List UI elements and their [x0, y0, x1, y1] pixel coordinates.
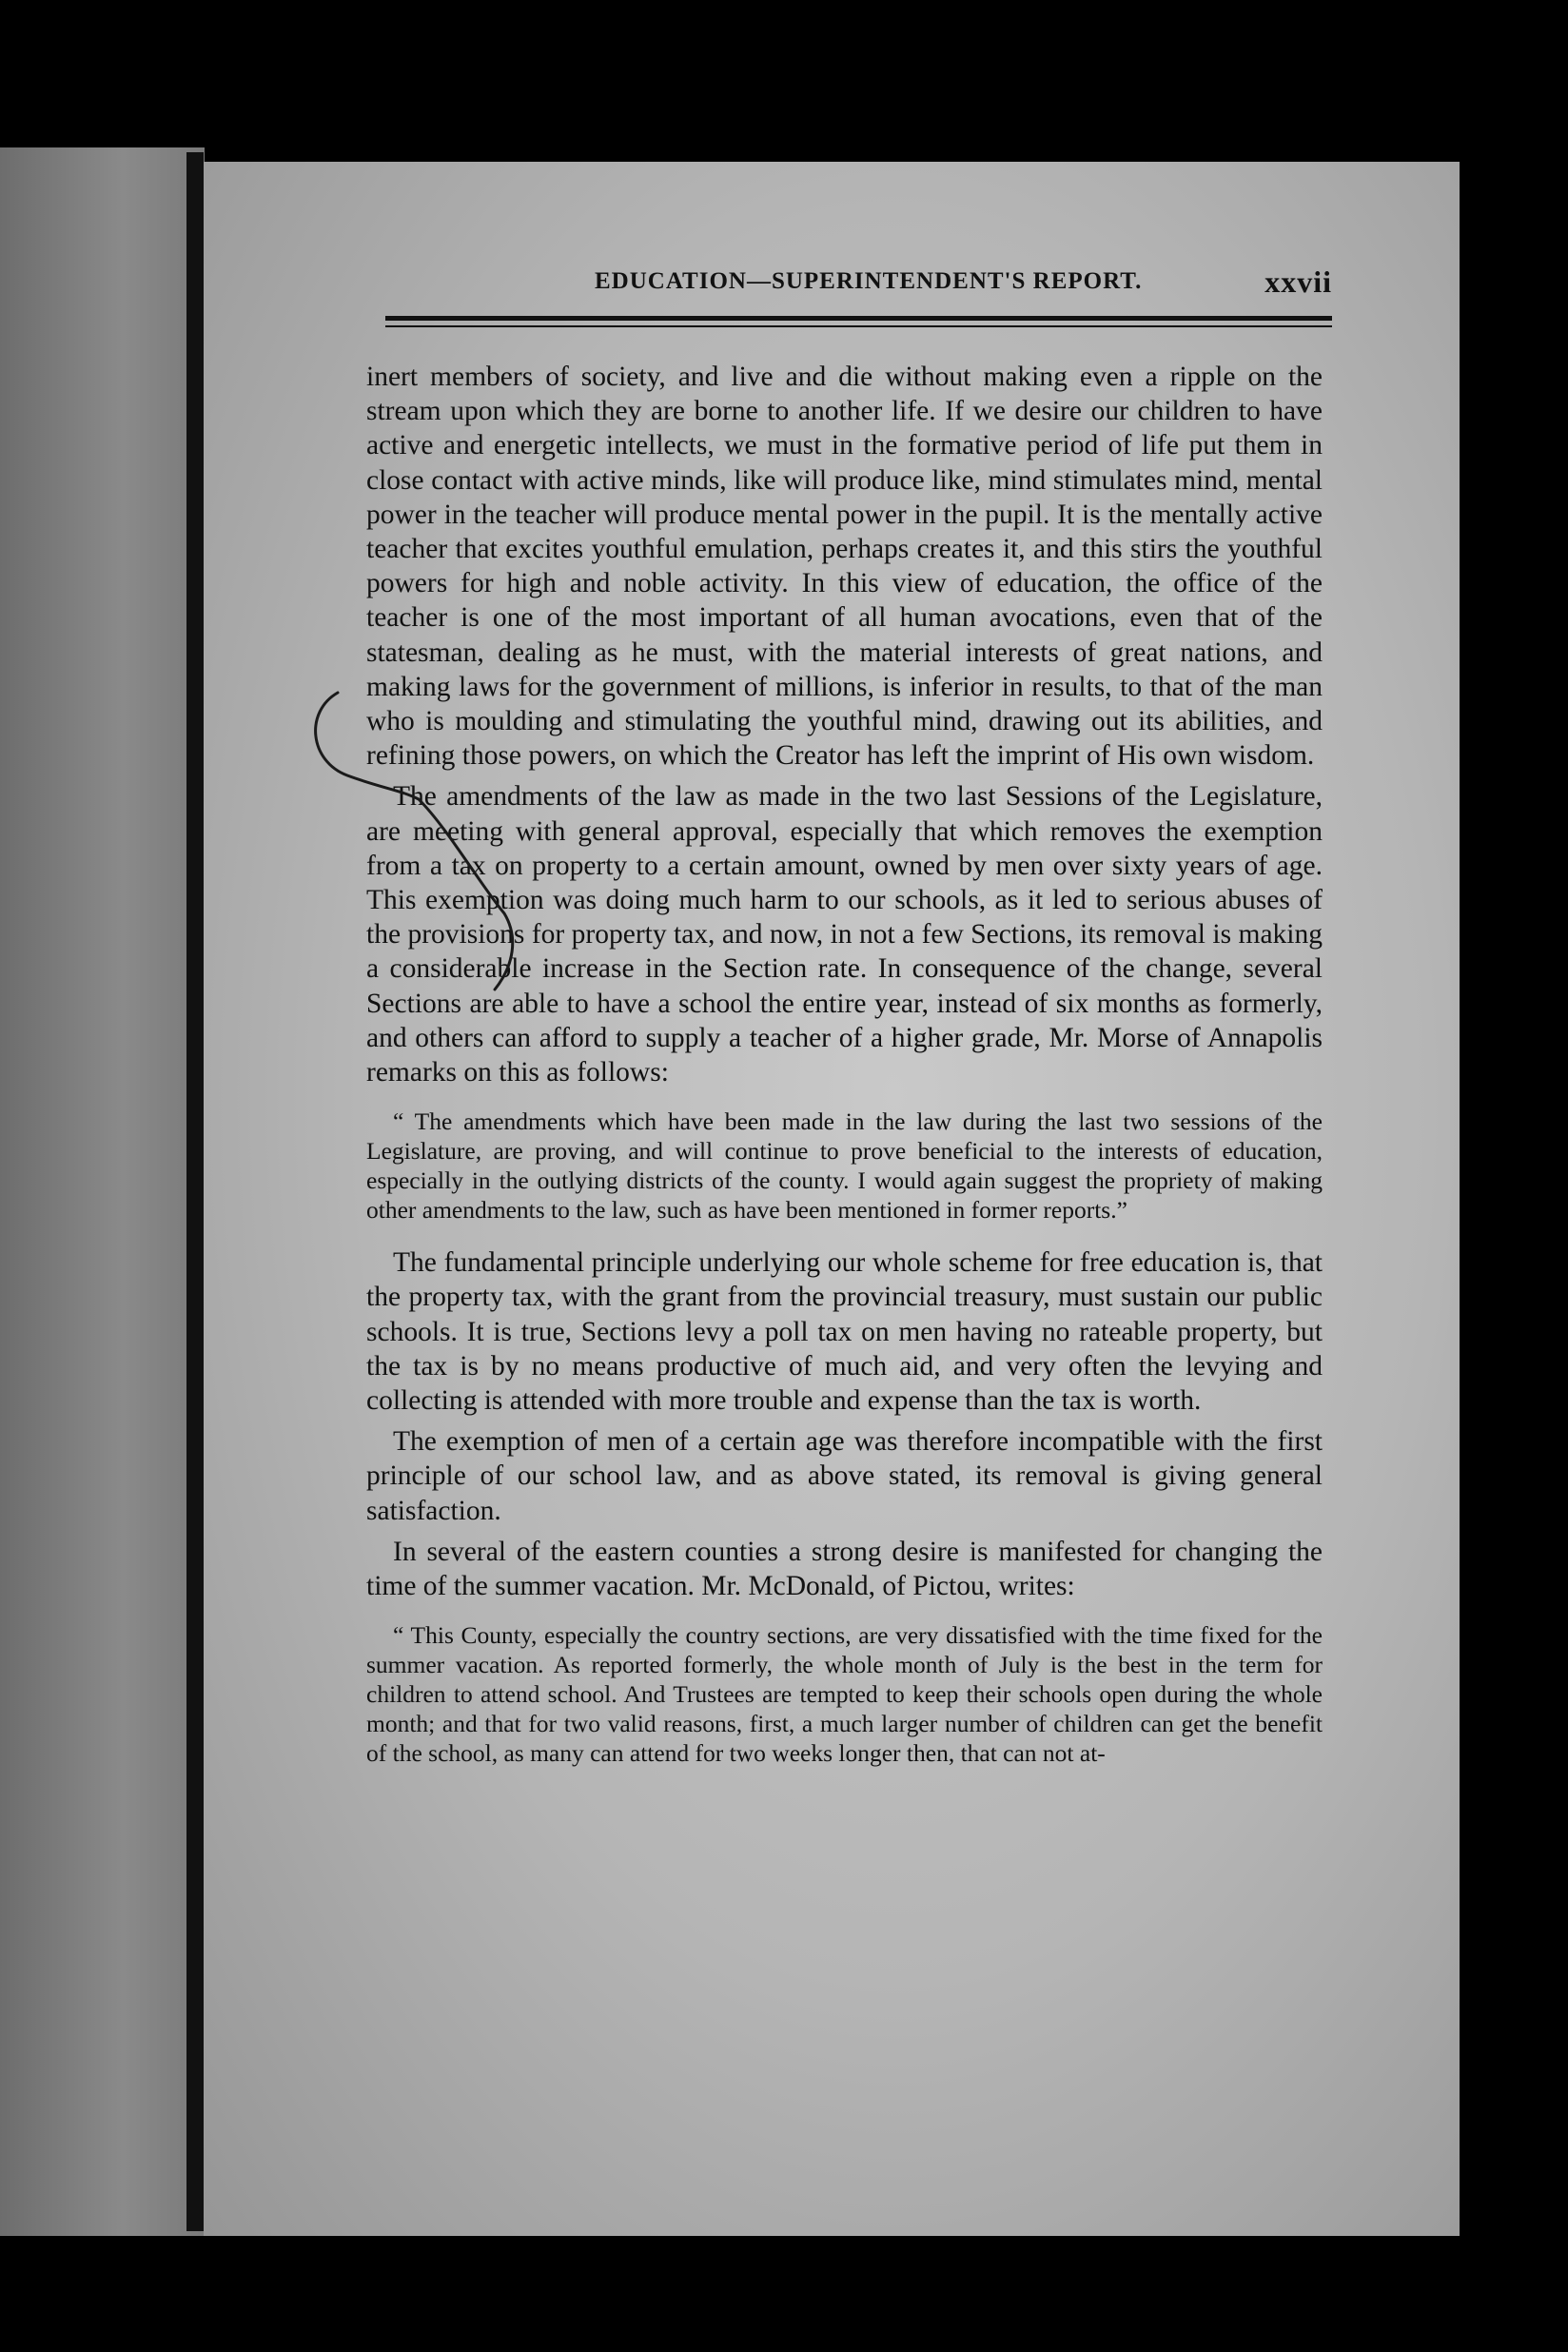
header-rule-thick	[385, 316, 1332, 321]
page-number: xxvii	[1264, 265, 1332, 299]
paragraph-amendments: The amendments of the law as made in the two last Sessions of the Legislature, are meeting with general approval, especially that which removes the exemption from a tax on property to a certain amount, owned by men over sixty years of age. This exemption was doing much harm to our schools, as it led to serious abuses of the provisions for property tax, and now, in not a few Sections, its removal is making a considerable increase in the Section rate. In consequence of the change, several Sections are able to have a school the entire year, instead of six months as formerly, and others can afford to supply a teacher of a higher grade, Mr. Morse of Annapolis remarks on this as follows:	[366, 781, 1323, 1088]
paragraph-fundamental-principle: The fundamental principle underlying our whole scheme for free education is, that the property tax, with the grant from the provincial treasury, must sustain our public schools. It is true, Sections levy a poll tax on men having no rateable property, but the tax is by no means productive of much aid, and very often the levying and collecting is attended with more trouble and expense than the tax is worth.	[366, 1247, 1323, 1417]
running-title: EDUCATION—SUPERINTENDENT'S REPORT.	[595, 268, 1143, 294]
quote-morse: “ The amendments which have been made in the law during the last two sessions of the Legislature, are proving, and will continue to prove beneficial to the interests of education, especially in the outlying districts of the county. I would again suggest the propriety of making other amendments to the law, such as have been mentioned in former reports.”	[366, 1107, 1323, 1225]
header-rule-thin	[385, 325, 1332, 327]
binding-gutter	[186, 152, 204, 2231]
running-head	[366, 265, 1332, 306]
paragraph-summer-vacation: In several of the eastern counties a strong desire is manifested for changing the time of the summer vacation. Mr. McDonald, of Pictou, writes:	[366, 1536, 1323, 1602]
paragraph-inert-members: inert members of society, and live and die without making even a ripple on the stream upon which they are borne to another life. If we desire our children to have active and energetic intellects, we must in the formative period of life put them in close contact with active minds, like will produce like, mind stimulates mind, mental power in the teacher will produce mental power in the pupil. It is the mentally active teacher that excites youthful emulation, perhaps creates it, and this stirs the youthful powers for high and noble activity. In this view of education, the office of the teacher is one of the most important of all human avocations, even that of the statesman, dealing as he must, with the material interests of great nations, and making laws for the government of millions, is inferior in results, to that of the man who is moulding and stimulating the youthful mind, drawing out its abilities, and refining those powers, on which the Creator has left the imprint of His own wisdom.	[366, 362, 1323, 772]
left-page-edge	[0, 147, 205, 2236]
body-text	[366, 360, 1323, 1789]
quote-mcdonald: “ This County, especially the country sections, are very dissatisfied with the time fixed for the summer vacation. As reported formerly, the whole month of July is the best in the term for children to attend school. And Trustees are tempted to keep their schools open during the whole month; and that for two valid reasons, first, a much larger number of children can get the benefit of the school, as many can attend for two weeks longer then, that can not at-	[366, 1621, 1323, 1768]
paragraph-exemption: The exemption of men of a certain age was therefore incompatible with the first principle of our school law, and as above stated, its removal is giving general satisfaction.	[366, 1426, 1323, 1526]
